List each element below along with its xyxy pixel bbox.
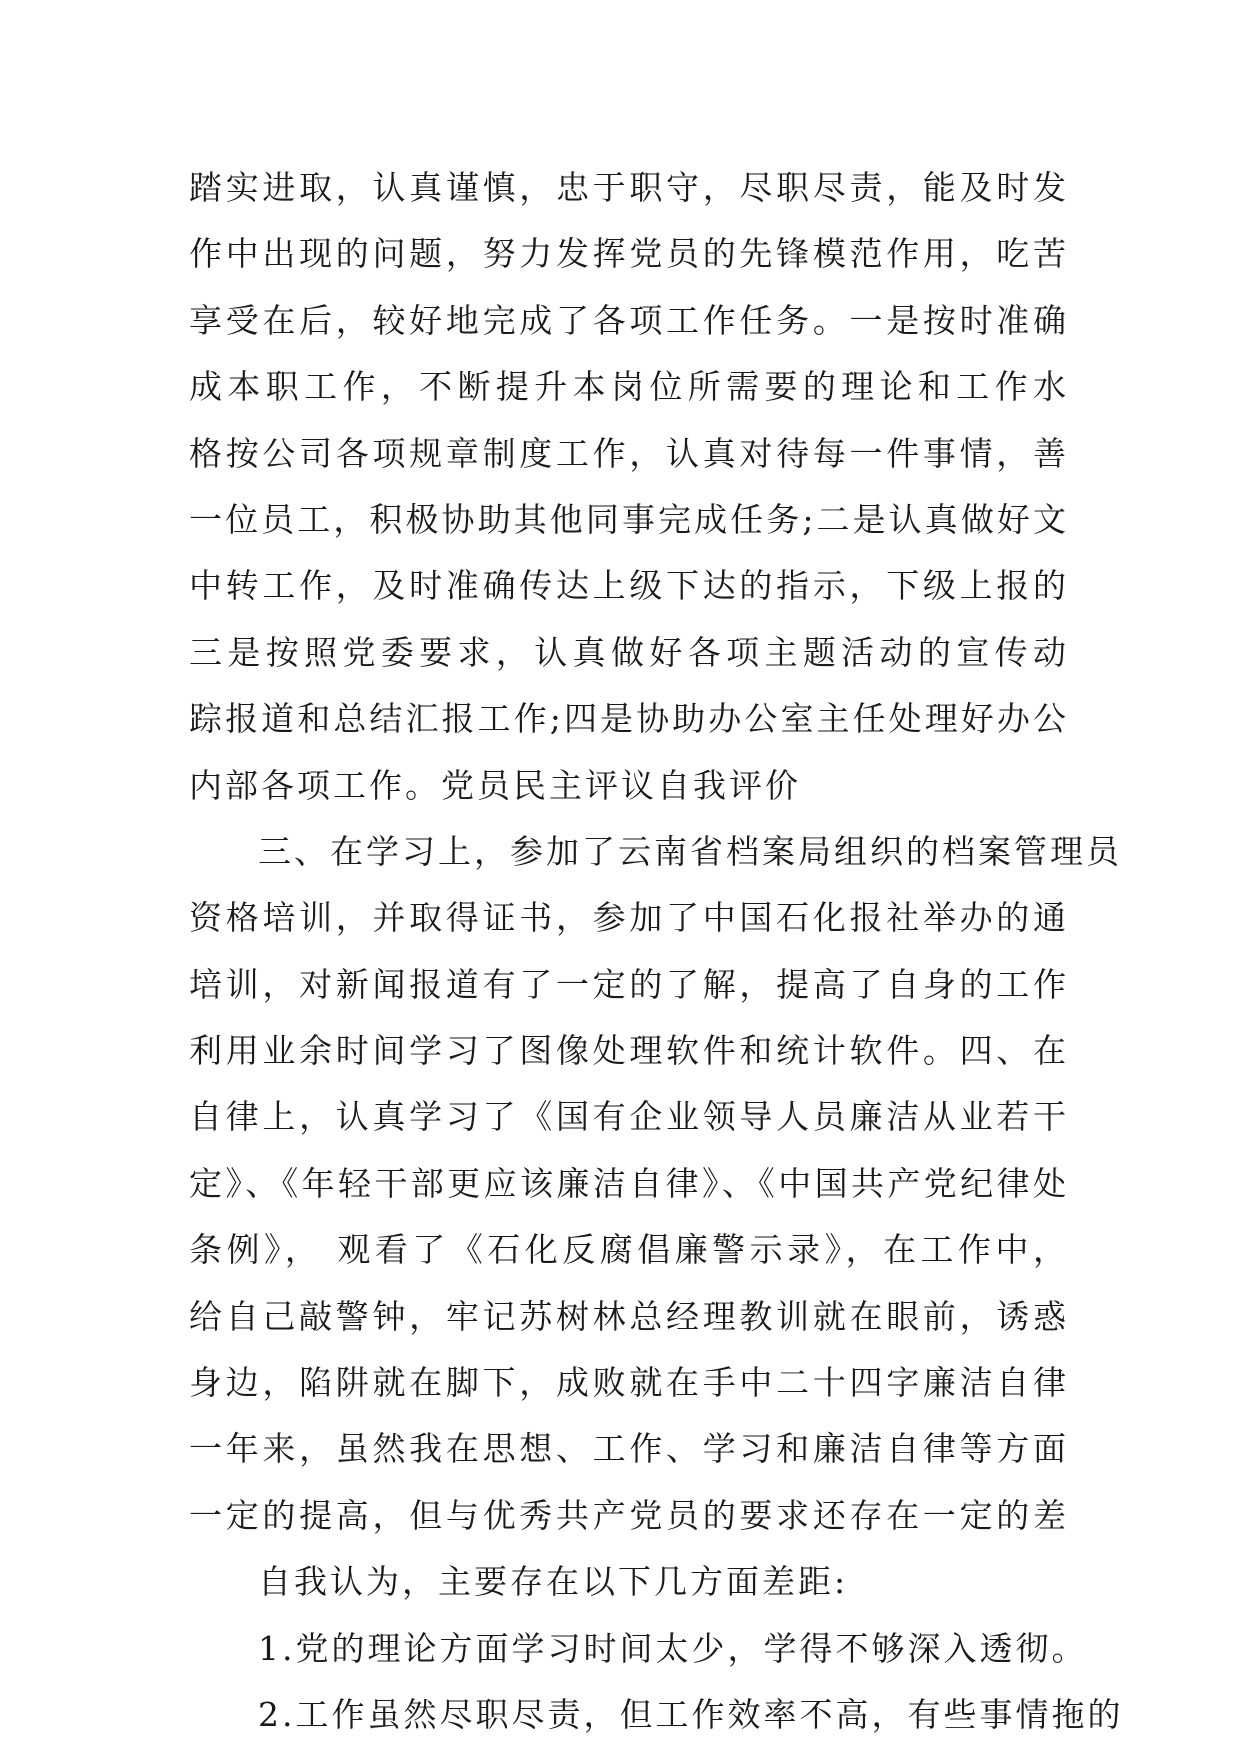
text-line: 给自己敲警钟，牢记苏树林总经理教训就在眼前，诱惑 <box>189 1296 1069 1336</box>
text-line: 中转工作，及时准确传达上级下达的指示，下级上报的 <box>189 566 1069 606</box>
text-line: 身边，陷阱就在脚下，成败就在手中二十四字廉洁自律 <box>189 1363 1069 1403</box>
text-line: 内部各项工作。党员民主评议自我评价 <box>189 765 801 805</box>
text-line: 一位员工，积极协助其他同事完成任务;二是认真做好文 <box>189 499 1069 539</box>
text-line: 成本职工作，不断提升本岗位所需要的理论和工作水 <box>189 367 1069 407</box>
text-line: 格按公司各项规章制度工作，认真对待每一件事情，善 <box>189 433 1069 473</box>
text-line: 培训，对新闻报道有了一定的了解，提高了自身的工作 <box>189 964 1069 1004</box>
text-line: 资格培训，并取得证书，参加了中国石化报社举办的通 <box>189 898 1069 938</box>
text-line: 一定的提高，但与优秀共产党员的要求还存在一定的差 <box>189 1495 1069 1535</box>
list-item-2: 2.工作虽然尽职尽责，但工作效率不高，有些事情拖的 <box>258 1694 1124 1734</box>
text-line: 踏实进取，认真谨慎，忠于职守，尽职尽责，能及时发 <box>189 168 1069 207</box>
text-line: 踪报道和总结汇报工作;四是协助办公室主任处理好办公 <box>189 699 1069 739</box>
text-line: 自律上，认真学习了《国有企业领导人员廉洁从业若干 <box>189 1097 1069 1137</box>
text-line: 条例》， 观看了《石化反腐倡廉警示录》，在工作中， <box>189 1230 1069 1270</box>
document-body <box>189 155 1124 1748</box>
text-line: 一年来，虽然我在思想、工作、学习和廉洁自律等方面 <box>189 1429 1069 1469</box>
text-line: 作中出现的问题，努力发挥党员的先锋模范作用，吃苦 <box>189 234 1069 274</box>
list-item-1: 1.党的理论方面学习时间太少，学得不够深入透彻。 <box>258 1628 1088 1668</box>
paragraph-start-line: 自我认为，主要存在以下几方面差距: <box>258 1562 849 1602</box>
text-line: 利用业余时间学习了图像处理软件和统计软件。四、在 <box>189 1031 1069 1071</box>
text-line: 三是按照党委要求，认真做好各项主题活动的宣传动 <box>189 632 1069 672</box>
paragraph-start-line: 三、在学习上，参加了云南省档案局组织的档案管理员 <box>258 831 1122 871</box>
text-line: 定》、《年轻干部更应该廉洁自律》、《中国共产党纪律处 <box>189 1163 1069 1203</box>
text-line: 享受在后，较好地完成了各项工作任务。一是按时准确 <box>189 300 1069 340</box>
